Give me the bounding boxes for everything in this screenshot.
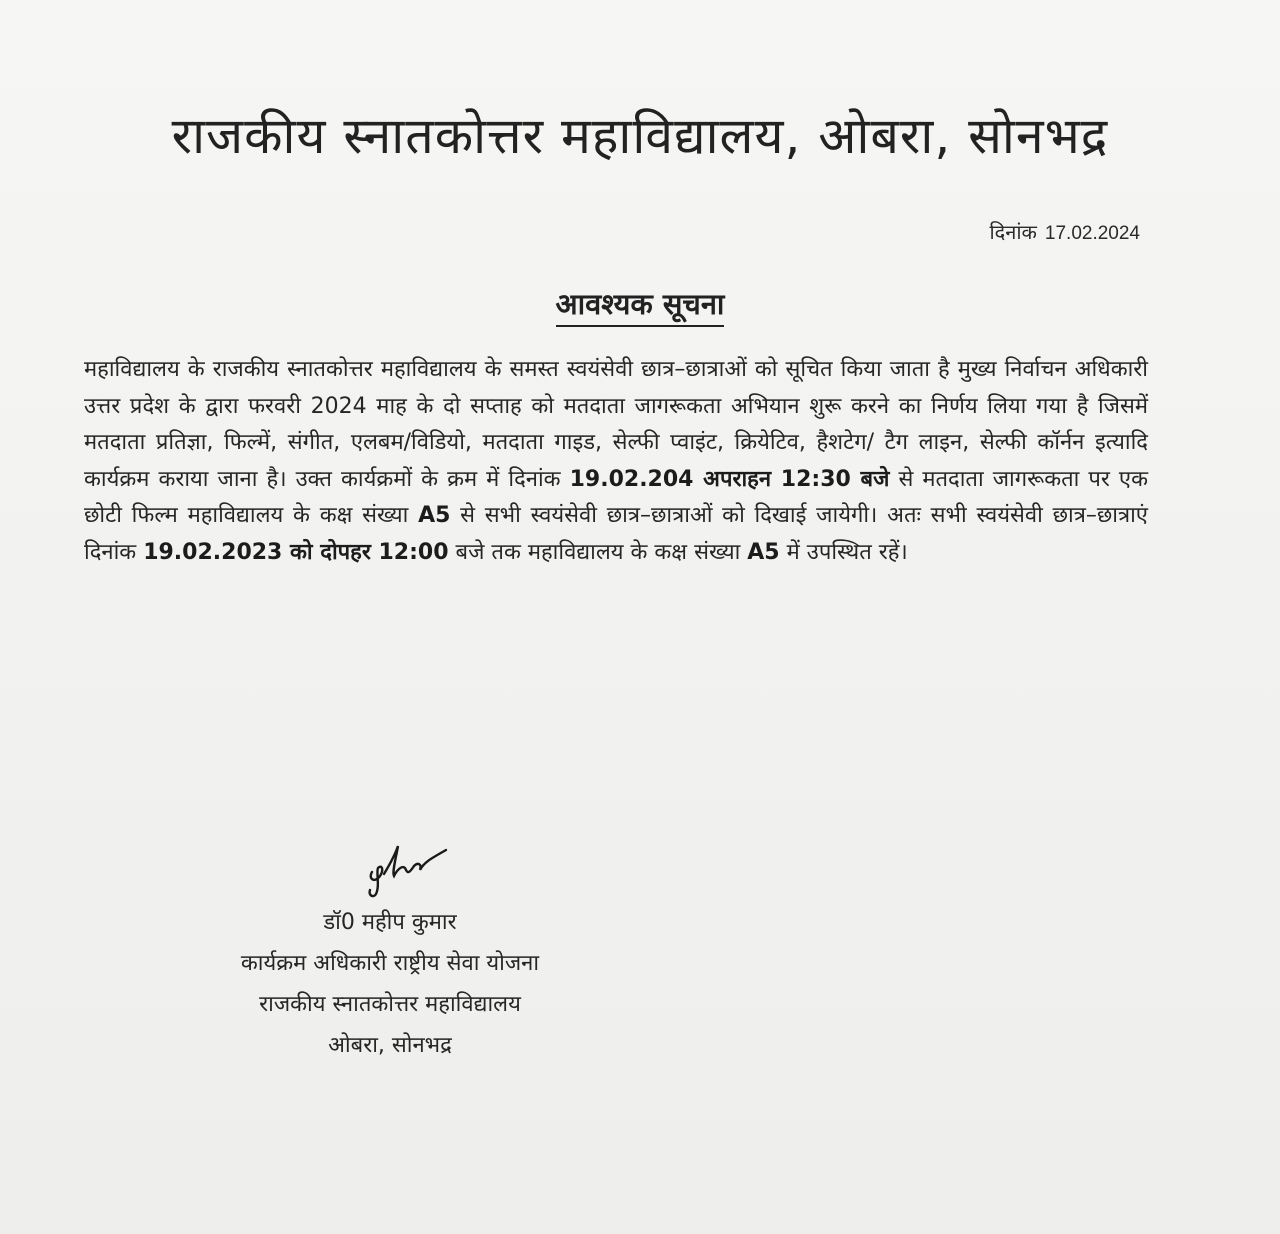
signatory-name: डॉ0 महीप कुमार (323, 910, 457, 935)
notice-heading (0, 284, 1280, 323)
signatory-designation: कार्यक्रम अधिकारी राष्ट्रीय सेवा योजना (240, 951, 540, 976)
date-line (989, 218, 1140, 245)
body-text-part: महाविद्यालय के राजकीय स्नातकोत्तर महाविद्यालय के समस्त स्वयंसेवी छात्र–छात्राओं को सूचित किया जाता है मुख्य निर्वाचन अधिकारी उत्तर प्रदेश के द्वारा फरवरी 2024 माह के दो सप्ताह को मतदाता जागरूकता अभियान शुरू करने का निर्णय लिया गया है जिसमें मतदाता प्रतिज्ञा, फिल्में, संगीत, एलबम/विडियो, मतदाता गाइड, सेल्फी प्वाइंट, क्रियेटिव, हैशटेग/ टैग लाइन, सेल्फी कॉर्नन इत्यादि कार्यक्रम कराया जाना है। उक्त कार्यक्रमों के क्रम में दिनांक (84, 357, 1148, 492)
attendance-datetime: 19.02.2023 को दोपहर 12:00 (143, 539, 449, 565)
room-number: A5 (747, 539, 780, 565)
body-text-part: से सभी स्वयंसेवी छात्र–छात्राओं को दिखाई जायेगी। अतः सभी स्वयंसेवी छात्र–छात्राएं दिनांक (84, 503, 1148, 565)
college-title: राजकीय स्नातकोत्तर महाविद्यालय, ओबरा, सोनभद्र (171, 107, 1109, 165)
notice-heading-text: आवश्यक सूचना (556, 287, 725, 327)
date-value: 17.02.2024 (1044, 223, 1140, 244)
body-text-part: से मतदाता जागरूकता पर एक छोटी फिल्म महाविद्यालय के कक्ष संख्या (84, 466, 1148, 528)
room-number: A5 (418, 503, 451, 528)
signatory-location: ओबरा, सोनभद्र (328, 1033, 452, 1058)
signatory-institution: राजकीय स्नातकोत्तर महाविद्यालय (259, 992, 521, 1017)
handwritten-signature (362, 838, 452, 898)
event-datetime: 19.02.204 अपराहन 12:30 बजे (569, 466, 890, 492)
notice-body (84, 352, 1148, 571)
signature-block (150, 902, 630, 1066)
body-text-part: बजे तक महाविद्यालय के कक्ष संख्या (448, 539, 748, 565)
body-text-part: में उपस्थित रहें। (779, 539, 908, 565)
date-label: दिनांक (989, 220, 1037, 244)
